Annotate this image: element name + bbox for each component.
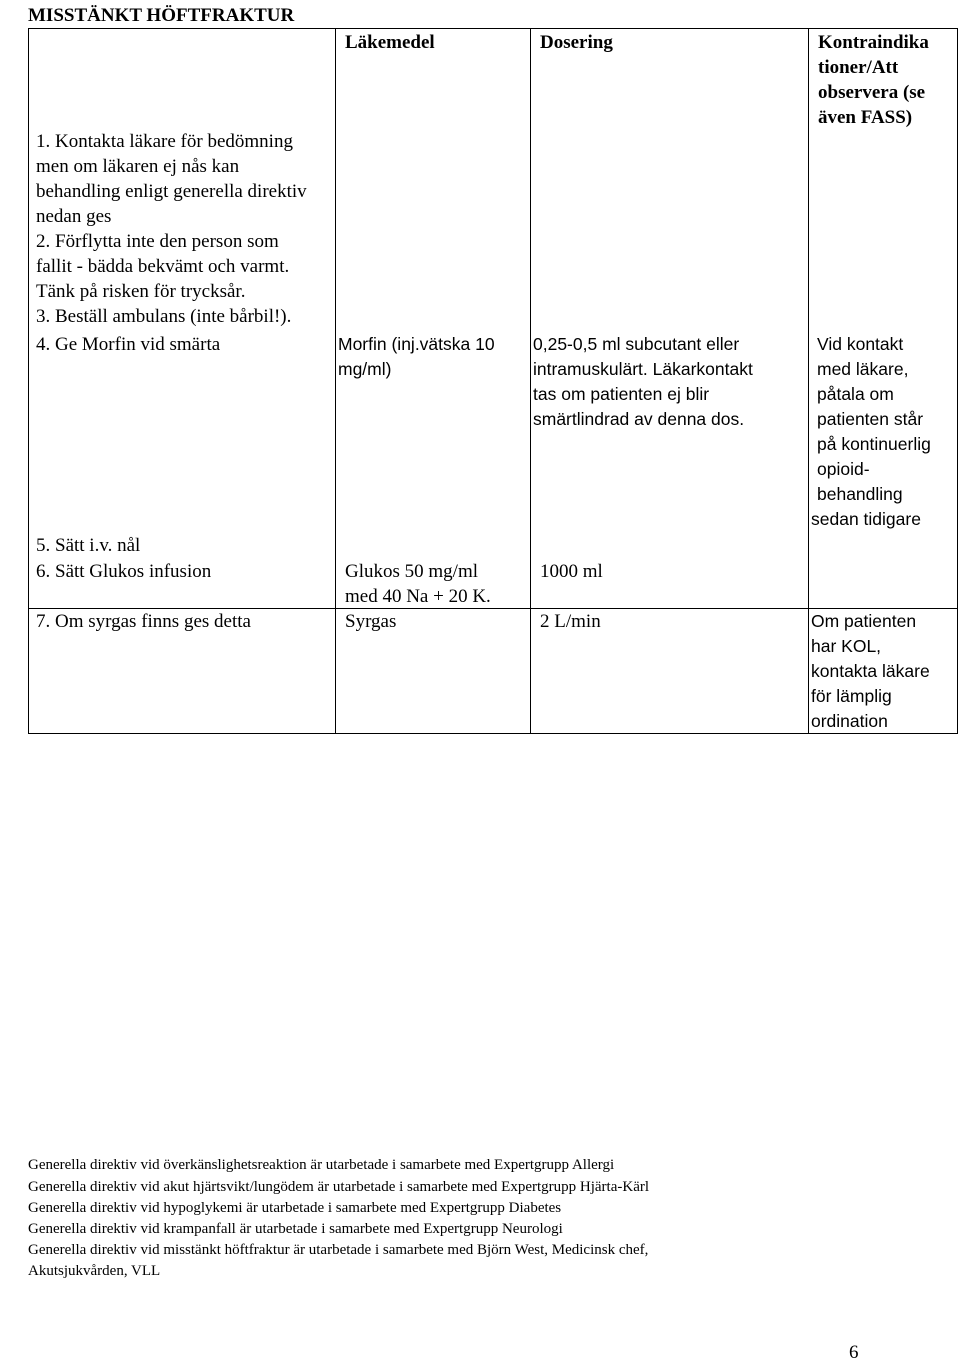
footer-line-neurologi: Generella direktiv vid krampanfall är utarbetade i samarbete med Expertgrupp Neurologi bbox=[28, 1221, 563, 1237]
footer-line-akutsjukvarden: Akutsjukvården, VLL bbox=[28, 1263, 161, 1279]
syrgas-lakemedel: Syrgas bbox=[345, 611, 397, 632]
footer-line-hoftfraktur: Generella direktiv vid misstänkt höftfraktur är utarbetade i samarbete med Björn West, Medicinsk chef, bbox=[28, 1242, 649, 1258]
footer-line-allergi: Generella direktiv vid överkänslighetsreaktion är utarbetade i samarbete med Expertgrupp Allergi bbox=[28, 1157, 615, 1173]
column-divider-3 bbox=[808, 28, 809, 734]
column-divider-1 bbox=[335, 28, 336, 734]
step-2: 2. Förflytta inte den person som fallit - bädda bekvämt och varmt. Tänk på risken för trycksår. bbox=[36, 231, 290, 302]
glukos-dosering: 1000 ml bbox=[540, 561, 603, 582]
table-right-border bbox=[957, 28, 958, 734]
footer-line-diabetes: Generella direktiv vid hypoglykemi är utarbetade i samarbete med Expertgrupp Diabetes bbox=[28, 1200, 562, 1216]
header-lakemedel: Läkemedel bbox=[345, 32, 435, 53]
step-6: 6. Sätt Glukos infusion bbox=[36, 561, 212, 582]
header-kontraindikationer: Kontraindika tioner/Att observera (se även FASS) bbox=[818, 32, 929, 128]
morfin-lakemedel: Morfin (inj.vätska 10 mg/ml) bbox=[338, 334, 495, 379]
step-4: 4. Ge Morfin vid smärta bbox=[36, 334, 221, 355]
glukos-lakemedel: Glukos 50 mg/ml med 40 Na + 20 K. bbox=[345, 561, 491, 607]
step-3: 3. Beställ ambulans (inte bårbil!). bbox=[36, 306, 292, 327]
column-divider-2 bbox=[530, 28, 531, 734]
step-5: 5. Sätt i.v. nål bbox=[36, 535, 141, 556]
header-dosering: Dosering bbox=[540, 32, 613, 53]
syrgas-kontraindikation: Om patienten har KOL, kontakta läkare för lämplig ordination bbox=[811, 611, 930, 731]
step-1: 1. Kontakta läkare för bedömning men om läkaren ej nås kan behandling enligt generella direktiv nedan ges bbox=[36, 131, 307, 227]
table-left-border bbox=[28, 28, 29, 734]
page-title: MISSTÄNKT HÖFTFRAKTUR bbox=[28, 5, 295, 26]
morfin-kontraindikation: Vid kontakt med läkare, påtala om patienten står på kontinuerlig opioid- behandling sedan tidigare bbox=[811, 334, 931, 529]
step-7: 7. Om syrgas finns ges detta bbox=[36, 611, 251, 632]
page-number: 6 bbox=[849, 1342, 859, 1363]
table-top-border bbox=[28, 28, 958, 29]
syrgas-dosering: 2 L/min bbox=[540, 611, 601, 632]
footer-line-hjarta: Generella direktiv vid akut hjärtsvikt/lungödem är utarbetade i samarbete med Expertgrupp Hjärta-Kärl bbox=[28, 1179, 650, 1195]
morfin-dosering: 0,25-0,5 ml subcutant eller intramuskulärt. Läkarkontakt tas om patienten ej blir smärtlindrad av denna dos. bbox=[533, 334, 753, 429]
